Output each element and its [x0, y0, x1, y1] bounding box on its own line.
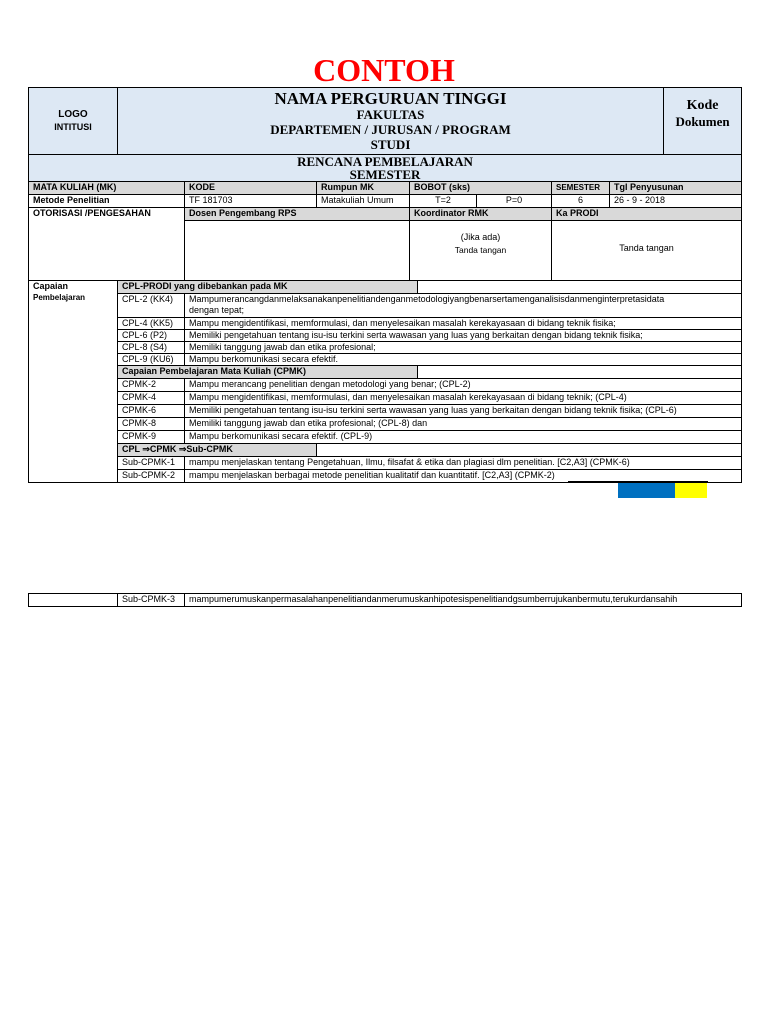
logo-line1: LOGO: [58, 109, 88, 120]
label-dosen-pengembang: Dosen Pengembang RPS: [185, 208, 410, 221]
signature-kaprodi: [552, 221, 742, 281]
sub-cpmk-heading-spacer: [317, 444, 742, 457]
capaian-label-cell: [29, 281, 118, 483]
label-mata-kuliah: MATA KULIAH (MK): [29, 182, 185, 195]
tanda-tangan-koordinator: Tanda tangan: [454, 245, 507, 255]
faculty-name: FAKULTAS: [356, 107, 425, 122]
document-code: [664, 88, 742, 155]
page-title: CONTOH: [313, 52, 455, 88]
cpl-heading: CPL-PRODI yang dibebankan pada MK: [118, 281, 418, 294]
course-name: Metode Penelitian: [29, 195, 185, 208]
tgl-value: 26 - 9 - 2018: [610, 195, 742, 208]
cpl-code: CPL-8 (S4): [118, 342, 185, 354]
logo-placeholder: [29, 88, 118, 155]
bobot-t: T=2: [410, 195, 477, 208]
label-rumpun: Rumpun MK: [317, 182, 410, 195]
jika-ada-text: (Jika ada): [460, 232, 501, 242]
sub-cpmk-text: mampu menjelaskan berbagai metode penelitian kualitatif dan kuantitatif. [C2,A3] (CPMK-2): [185, 470, 742, 483]
institution-name: NAMA PERGURUAN TINGGI: [274, 89, 507, 108]
tanda-tangan-kaprodi: Tanda tangan: [619, 243, 674, 253]
tail-label-cell: [29, 594, 118, 607]
bobot-p: P=0: [477, 195, 552, 208]
label-bobot: BOBOT (sks): [410, 182, 552, 195]
cpl-heading-spacer: [418, 281, 742, 294]
label-otorisasi: OTORISASI /PENGESAHAN: [29, 208, 185, 281]
sub-cpmk-code: Sub-CPMK-1: [118, 457, 185, 470]
cpl-code: CPL-6 (P2): [118, 330, 185, 342]
cpl-text: Memiliki pengetahuan tentang isu-isu terkini serta wawasan yang luas yang berkaitan dengan bidang teknik fisika;: [185, 330, 742, 342]
cpl-code: CPL-9 (KU6): [118, 354, 185, 366]
label-ka-prodi: Ka PRODI: [552, 208, 742, 221]
department-name: DEPARTEMEN / JURUSAN / PROGRAM: [270, 122, 511, 137]
rps-title-line2: SEMESTER: [349, 167, 421, 182]
cpl-text: Memiliki tanggung jawab dan etika profesional;: [185, 342, 742, 354]
sub-cpmk-text: mampu menjelaskan tentang Pengetahuan, Ilmu, filsafat & etika dan plagiasi dlm penelitian. [C2,A3] (CPMK-6): [185, 457, 742, 470]
rps-table: [28, 87, 742, 483]
signature-koordinator: [410, 221, 552, 281]
cpmk-heading-spacer: [418, 366, 742, 379]
cpl-code: CPL-2 (KK4): [118, 294, 185, 318]
rps-title: [29, 155, 742, 182]
dokumen-label: Dokumen: [675, 114, 730, 129]
cpmk-text: Mampu merancang penelitian dengan metodologi yang benar; (CPL-2): [185, 379, 742, 392]
capaian-label: Capaian: [33, 281, 69, 291]
cpmk-code: CPMK-9: [118, 431, 185, 444]
rps-table-continued: [28, 593, 742, 607]
cpmk-text: Mampu berkomunikasi secara efektif. (CPL-9): [185, 431, 742, 444]
logo-line2: INTITUSI: [54, 122, 92, 132]
sub-cpmk-code: Sub-CPMK-3: [118, 594, 185, 607]
sub-cpmk-text: mampumerumuskanpermasalahanpenelitiandanmerumuskanhipotesispenelitiandgsumberrujukanbermutu,terukurdansahih: [185, 594, 742, 607]
cpl-text: Mampu mengidentifikasi, memformulasi, dan menyelesaikan masalah kerekayasaan di bidang teknik fisika;: [185, 318, 742, 330]
cpl-text: Mampu berkomunikasi secara efektif.: [185, 354, 742, 366]
institution-block: [118, 88, 664, 155]
cpmk-code: CPMK-2: [118, 379, 185, 392]
cpmk-text: Memiliki pengetahuan tentang isu-isu terkini serta wawasan yang luas yang berkaitan dengan bidang teknik fisika; (CPL-6): [185, 405, 742, 418]
label-koordinator: Koordinator RMK: [410, 208, 552, 221]
label-semester: SEMESTER: [552, 182, 610, 195]
department-name-2: STUDI: [370, 137, 411, 152]
cpmk-heading: Capaian Pembelajaran Mata Kuliah (CPMK): [118, 366, 418, 379]
cpmk-code: CPMK-8: [118, 418, 185, 431]
sub-cpmk-code: Sub-CPMK-2: [118, 470, 185, 483]
cpmk-code: CPMK-6: [118, 405, 185, 418]
course-code: TF 181703: [185, 195, 317, 208]
blue-highlight-block: [618, 483, 675, 498]
signature-dosen: [185, 221, 410, 281]
sub-cpmk-heading: CPL ⇒CPMK ⇒Sub-CPMK: [118, 444, 317, 457]
rps-title-line1: RENCANA PEMBELAJARAN: [297, 154, 473, 169]
cpmk-text: Memiliki tanggung jawab dan etika profesional; (CPL-8) dan: [185, 418, 742, 431]
cpl-text: [185, 294, 742, 318]
course-rumpun: Matakuliah Umum: [317, 195, 410, 208]
label-kode: KODE: [185, 182, 317, 195]
cpl-text-line1: Mampumerancangdanmelaksanakanpenelitiandenganmetodologiyangbenarsertamenganalisisdanmenginterpretasidata: [189, 294, 665, 304]
cpmk-text: Mampu mengidentifikasi, memformulasi, dan menyelesaikan masalah kerekayasaan di bidang teknik; (CPL-4): [185, 392, 742, 405]
cpl-text-line2: dengan tepat;: [189, 305, 245, 315]
yellow-highlight-block: [675, 483, 707, 498]
cpmk-code: CPMK-4: [118, 392, 185, 405]
pembelajaran-label: Pembelajaran: [33, 293, 86, 302]
cpl-code: CPL-4 (KK5): [118, 318, 185, 330]
label-tgl-penyusunan: Tgl Penyusunan: [610, 182, 742, 195]
kode-label: Kode: [686, 98, 719, 113]
semester-value: 6: [552, 195, 610, 208]
